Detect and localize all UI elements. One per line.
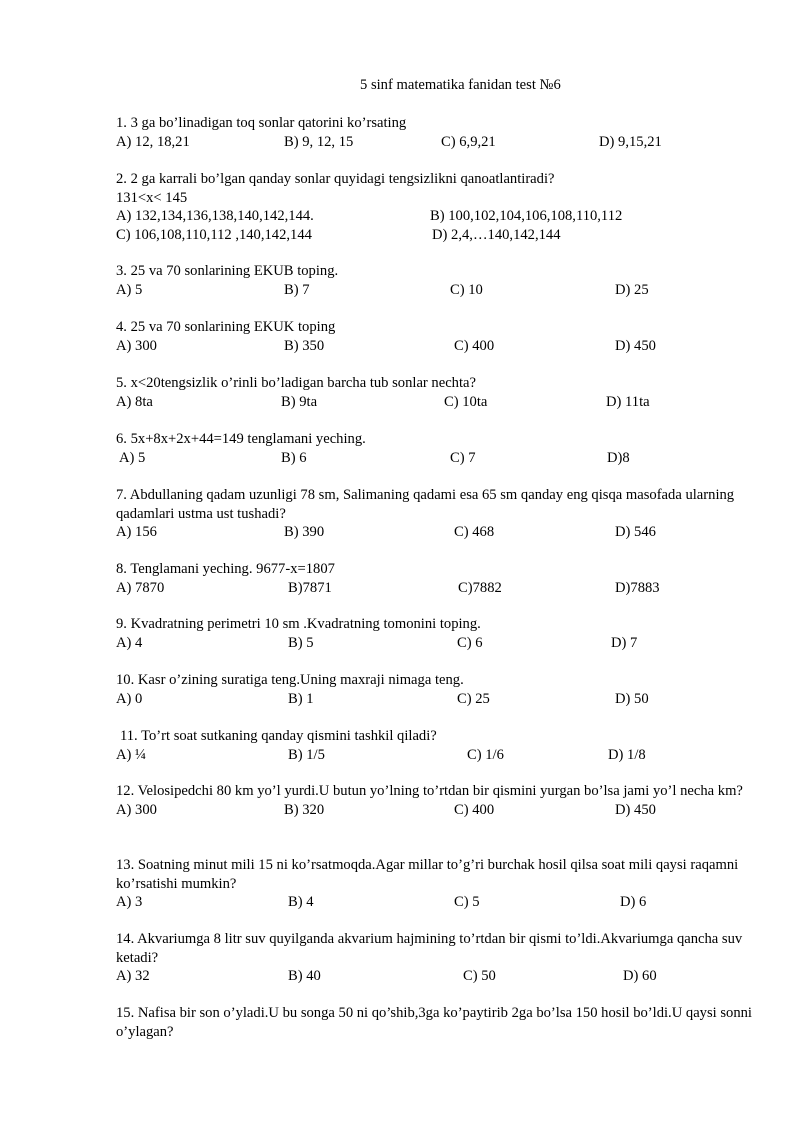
option-d: D) 6	[620, 894, 647, 910]
document-title: 5 sinf matematika fanidan test №6	[360, 77, 561, 93]
option-c: C) 7	[450, 449, 476, 466]
options-row	[116, 801, 756, 820]
question-7	[116, 486, 756, 542]
option-c: C)7882	[458, 579, 502, 596]
options-row	[116, 690, 756, 709]
option-c: C) 6,9,21	[441, 133, 496, 150]
question-text: 2. 2 ga karrali bo’lgan qanday sonlar quyidagi tengsizlikni qanoatlantiradi?	[116, 171, 555, 187]
option-c: C) 400	[454, 801, 495, 818]
question-text: 4. 25 va 70 sonlarining EKUK toping	[116, 319, 336, 335]
question-14	[116, 930, 756, 986]
option-a: A) 156	[116, 524, 157, 540]
question-text: 13. Soatning minut mili 15 ni ko’rsatmoqda.Agar millar to’g’ri burchak hosil qilsa soat mili qaysi raqamni ko’rsatishi mumkin?	[116, 857, 739, 892]
option-c: C) 106,108,110,112 ,140,142,144	[116, 226, 312, 243]
option-a: A) 3	[116, 894, 143, 910]
question-13	[116, 856, 756, 912]
options-row	[116, 579, 756, 598]
option-d: D) 450	[615, 337, 656, 354]
question-text: 7. Abdullaning qadam uzunligi 78 sm, Salimaning qadami esa 65 sm qanday eng qisqa masofada ularning qadamlari ustma ust tushadi?	[116, 487, 735, 522]
option-b: B) 40	[288, 968, 321, 984]
question-text: 15. Nafisa bir son o’yladi.U bu songa 50 ni qo’shib,3ga ko’paytirib 2ga bo’lsa 150 hosil bo’ldi.U qaysi sonni o’ylagan?	[116, 1005, 752, 1040]
option-d: D) 546	[615, 524, 656, 540]
option-c: C) 25	[457, 690, 490, 707]
question-10	[116, 671, 756, 708]
question-text: 8. Tenglamani yeching. 9677-x=1807	[116, 561, 335, 577]
question-11	[116, 727, 756, 764]
option-d: D) 7	[611, 634, 638, 651]
option-b: B) 1/5	[288, 746, 325, 763]
question-3	[116, 262, 756, 299]
option-d: D) 9,15,21	[599, 133, 662, 150]
option-a: A) 32	[116, 968, 150, 984]
question-text: 1. 3 ga bo’linadigan toq sonlar qatorini ko’rsating	[116, 115, 407, 131]
question-6	[116, 430, 756, 467]
option-b: B) 9, 12, 15	[284, 133, 354, 150]
option-c: C) 468	[454, 524, 495, 540]
option-c: C) 50	[463, 968, 496, 984]
question-9	[116, 615, 756, 652]
option-c: C) 10	[450, 281, 483, 298]
option-a: A) 12, 18,21	[116, 133, 190, 150]
option-a: A) 5	[119, 449, 146, 466]
options-row	[116, 746, 756, 765]
question-text: 11. To’rt soat sutkaning qanday qismini tashkil qiladi?	[120, 728, 437, 744]
option-d: D) 50	[615, 690, 649, 707]
options-row	[116, 207, 756, 226]
option-a: A) 8ta	[116, 393, 153, 410]
question-text: 9. Kvadratning perimetri 10 sm .Kvadratning tomonini toping.	[116, 616, 481, 632]
option-b: B) 9ta	[281, 393, 318, 410]
options-row	[116, 393, 756, 412]
option-a: A) 7870	[116, 579, 165, 596]
option-c: C) 10ta	[444, 393, 488, 410]
option-a: A) 4	[116, 634, 143, 651]
question-condition: 131<x< 145	[116, 189, 188, 206]
option-c: C) 400	[454, 337, 495, 354]
option-d: D) 1/8	[608, 746, 646, 763]
option-d: D) 25	[615, 281, 649, 298]
option-d: D) 60	[623, 968, 657, 984]
option-a: A) 300	[116, 801, 157, 818]
option-a: A) 5	[116, 281, 143, 298]
question-12	[116, 782, 756, 819]
options-row	[116, 523, 756, 542]
option-a: A) ¼	[116, 746, 146, 763]
option-b: B) 4	[288, 894, 314, 910]
option-b: B) 390	[284, 524, 325, 540]
option-b: B) 6	[281, 449, 307, 466]
question-text: 12. Velosipedchi 80 km yo’l yurdi.U butun yo’lning to’rtdan bir qismini yurgan bo’lsa jami yo’l necha km?	[116, 783, 743, 799]
option-c: C) 5	[454, 894, 480, 910]
question-text: 14. Akvariumga 8 litr suv quyilganda akvarium hajmining to’rtdan bir qismi to’ldi.Akvariumga qancha suv ketadi?	[116, 931, 743, 966]
option-b: B) 100,102,104,106,108,110,112	[430, 208, 623, 224]
options-row	[116, 337, 756, 356]
question-5	[116, 374, 756, 411]
option-b: B) 320	[284, 801, 325, 818]
option-a: A) 300	[116, 337, 157, 354]
question-1	[116, 114, 756, 151]
options-row	[116, 634, 756, 653]
options-row	[116, 449, 756, 468]
question-4	[116, 318, 756, 355]
option-a: A) 132,134,136,138,140,142,144.	[116, 208, 314, 224]
question-8	[116, 560, 756, 597]
question-text: 3. 25 va 70 sonlarining EKUB toping.	[116, 263, 339, 279]
question-2	[116, 170, 756, 244]
option-b: B)7871	[288, 579, 332, 596]
option-d: D)8	[607, 449, 630, 466]
option-c: C) 6	[457, 634, 483, 651]
option-d: D) 11ta	[606, 393, 650, 410]
option-b: B) 5	[288, 634, 314, 651]
options-row	[116, 133, 756, 152]
question-text: 6. 5x+8x+2x+44=149 tenglamani yeching.	[116, 431, 366, 447]
option-a: A) 0	[116, 690, 143, 707]
options-row	[116, 893, 756, 912]
options-row	[116, 226, 756, 245]
option-b: B) 350	[284, 337, 325, 354]
option-d: D) 450	[615, 801, 656, 818]
option-d: D) 2,4,…140,142,144	[432, 226, 561, 243]
option-b: B) 7	[284, 281, 310, 298]
options-row	[116, 281, 756, 300]
option-c: C) 1/6	[467, 746, 504, 763]
option-b: B) 1	[288, 690, 314, 707]
question-text: 10. Kasr o’zining suratiga teng.Uning maxraji nimaga teng.	[116, 672, 464, 688]
question-text: 5. x<20tengsizlik o’rinli bo’ladigan barcha tub sonlar nechta?	[116, 375, 476, 391]
options-row	[116, 967, 756, 986]
question-15	[116, 1004, 756, 1041]
option-d: D)7883	[615, 579, 660, 596]
